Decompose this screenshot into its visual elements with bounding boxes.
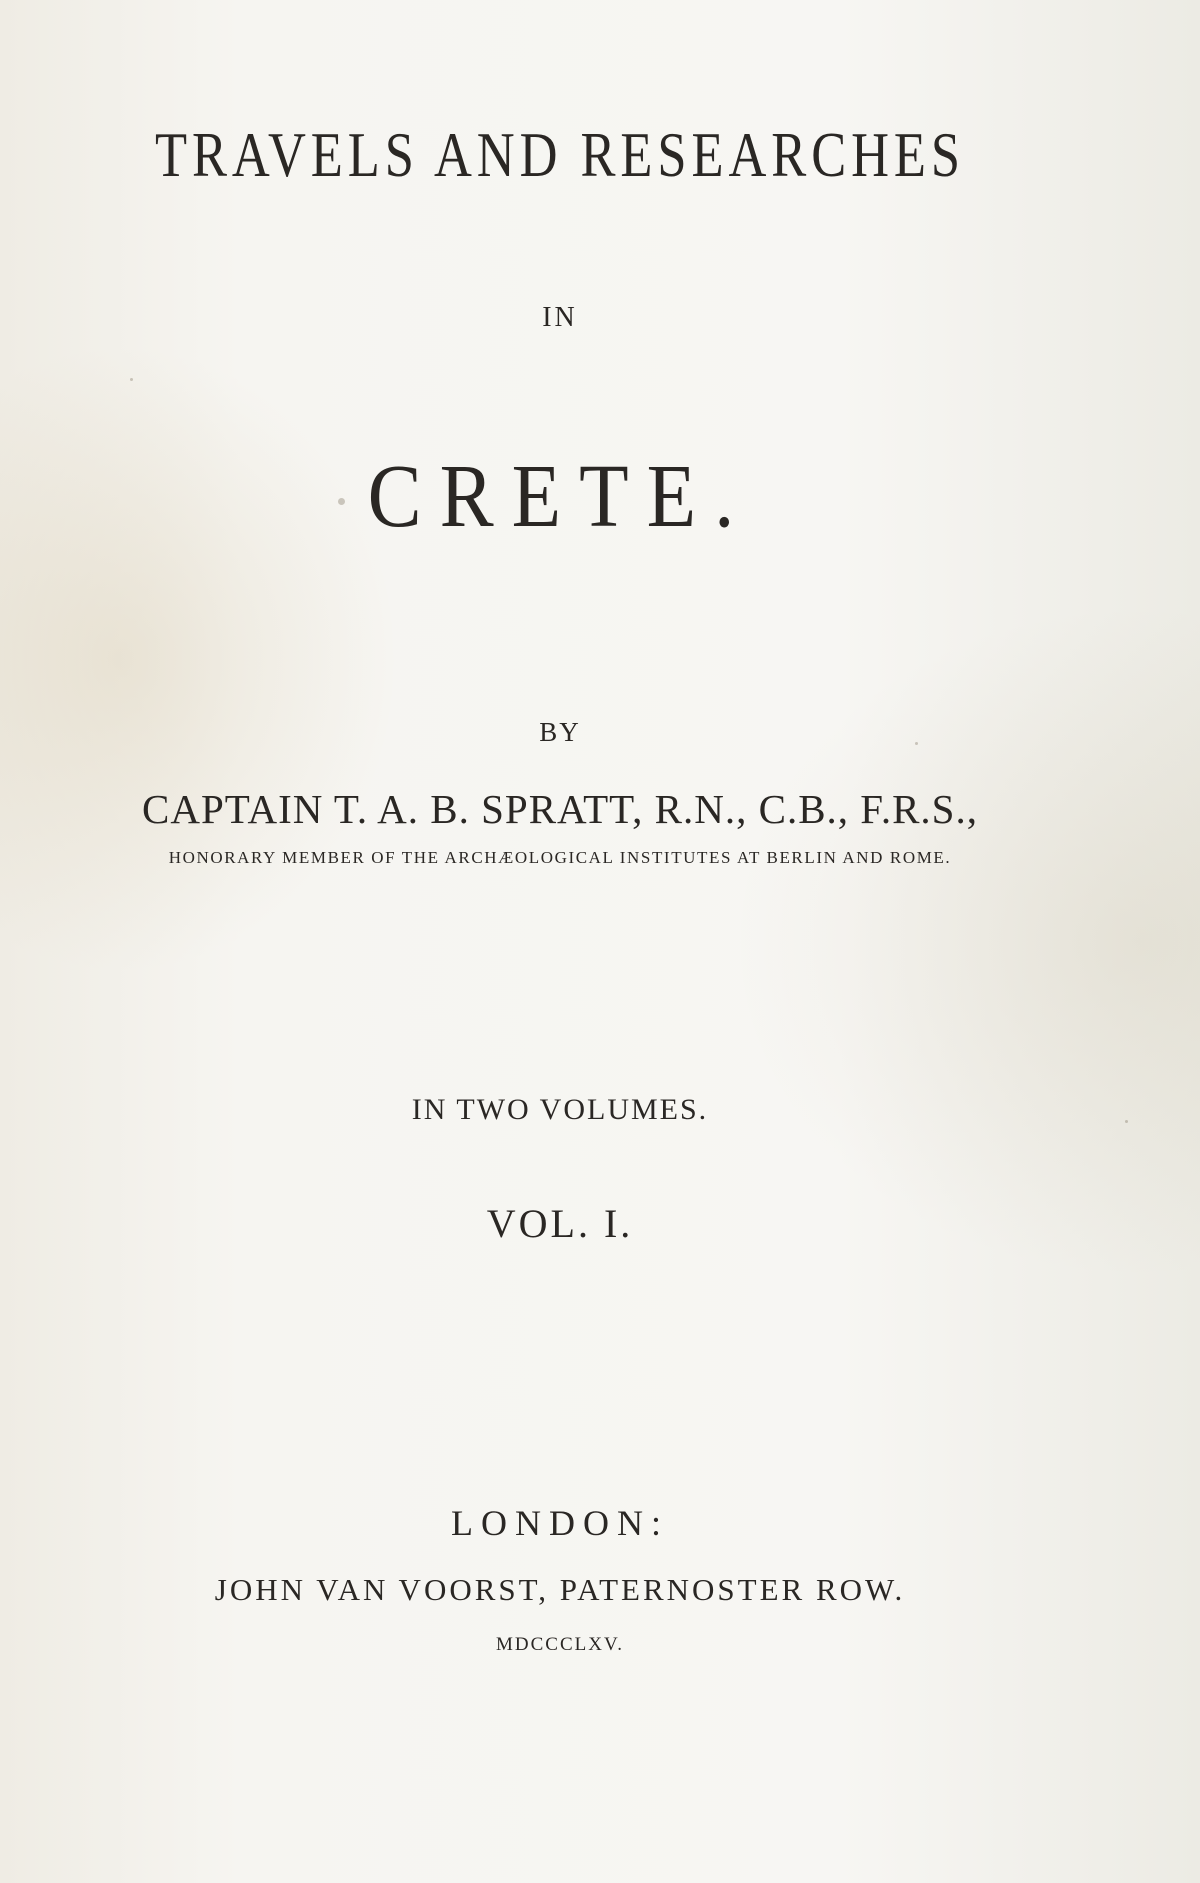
author-description: HONORARY MEMBER OF THE ARCHÆOLOGICAL INSTITUTES AT BERLIN AND ROME. <box>168 848 952 867</box>
publication-place: LONDON: <box>451 1503 669 1543</box>
title-line-1: TRAVELS AND RESEARCHES <box>154 119 966 190</box>
volumes-note: IN TWO VOLUMES. <box>411 1093 709 1126</box>
author-name: CAPTAIN T. A. B. SPRATT, R.N., C.B., F.R.S., <box>142 786 978 832</box>
by-line: BY <box>539 717 581 747</box>
publication-year: MDCCCLXV. <box>496 1634 624 1655</box>
paper-speck <box>338 498 345 505</box>
paper-speck <box>915 742 918 745</box>
paper-speck <box>1125 1120 1128 1123</box>
paper-speck <box>130 378 133 381</box>
title-line-3: CRETE. <box>367 447 753 546</box>
title-line-2: IN <box>542 302 578 333</box>
publisher: JOHN VAN VOORST, PATERNOSTER ROW. <box>214 1572 906 1607</box>
volume-number: VOL. I. <box>486 1201 634 1246</box>
